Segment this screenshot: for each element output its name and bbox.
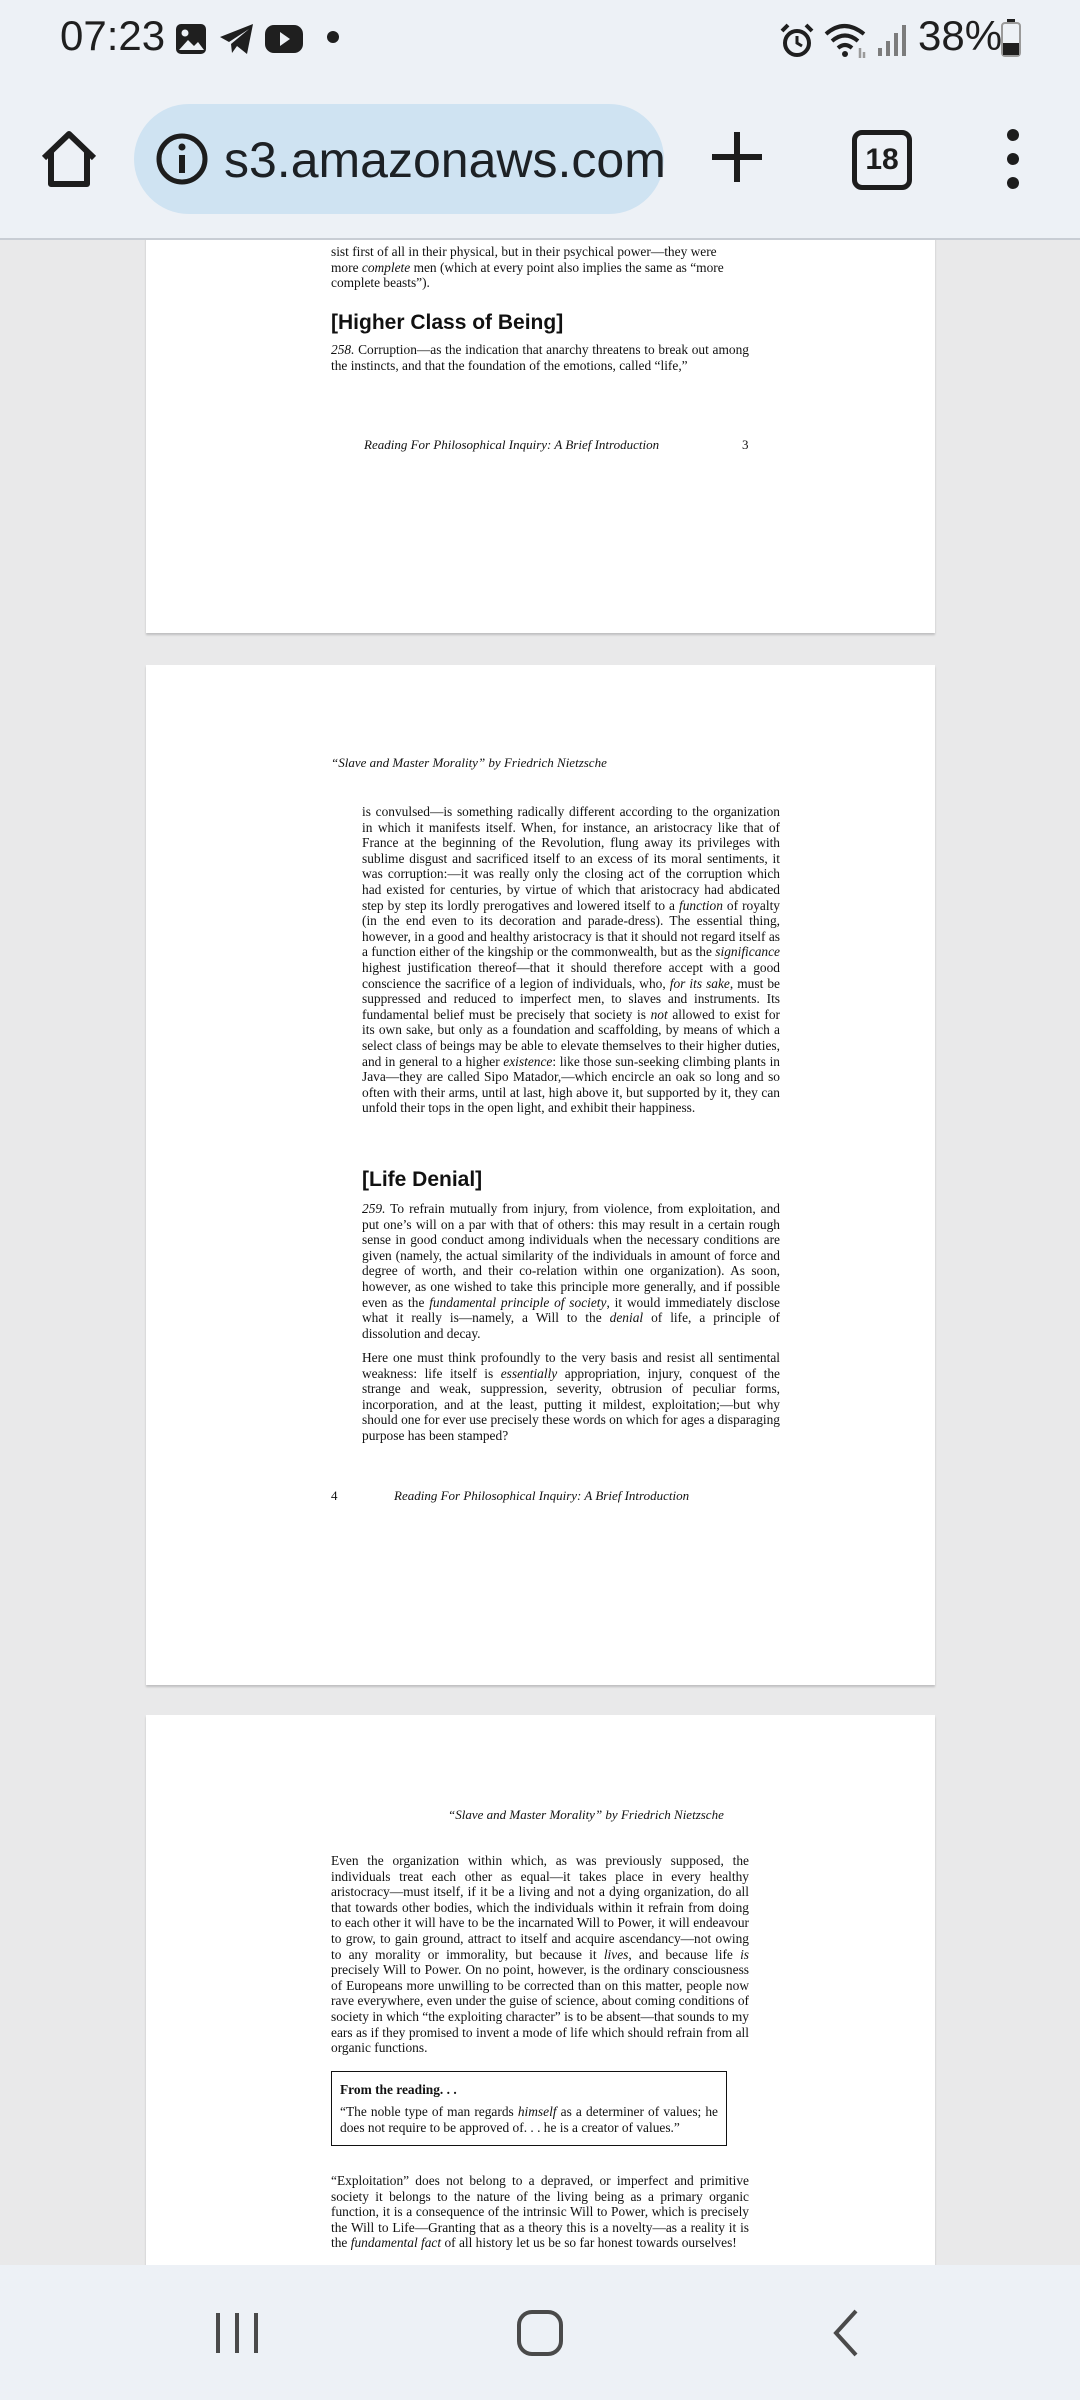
page-number: 3 — [742, 437, 749, 452]
section-heading: [Life Denial] — [362, 1168, 483, 1191]
paragraph: Here one must think profoundly to the very basis and resist all sentimental weakness: life itself is essentially appropriation, injury, conquest of the strange and weak, suppression, severity, obtrusion of peculiar forms, incorporation, and at the least, putting it mildest, exploitation;—but why should one for ever use precisely these words on which for ages a disparaging purpose has been stamped? — [362, 1350, 780, 1443]
browser-toolbar — [0, 76, 1080, 240]
battery-percent: 38% — [918, 12, 1003, 59]
recents-button[interactable] — [212, 2305, 262, 2361]
quote-box-title: From the reading. . . — [340, 2082, 457, 2097]
status-bar — [0, 0, 1080, 76]
system-nav-bar — [0, 2265, 1080, 2400]
telegram-icon — [218, 22, 256, 56]
pdf-page-5 — [146, 1715, 935, 2265]
info-icon[interactable] — [154, 131, 210, 187]
signal-icon — [876, 22, 910, 58]
pdf-page-4 — [146, 665, 935, 1685]
url-text[interactable]: s3.amazonaws.com — [224, 132, 666, 188]
wifi-icon — [824, 22, 868, 60]
paragraph: is convulsed—is something radically different according to the organization in which it manifests itself. When, for instance, an aristocracy like that of France at the beginning of the Revolution, flung away its privileges with sublime disgust and sacrificed itself to an excess of its moral sentiments, it was corruption:—it was really only the closing act of the corruption which had existed for centuries, by virtue of which that aristocracy had abdicated step by step its lordly prerogatives and lowered itself to a function of royalty (in the end even to its decoration and parade-dress). The essential thing, however, in a good and healthy aristocracy is that it should not regard itself as a function either of the kingship or the commonwealth, but as the significance highest justification thereof—that it should therefore accept with a good conscience the sacrifice of a legion of individuals, who, for its sake, must be suppressed and reduced to imperfect men, to slaves and instruments. Its fundamental belief must be precisely that society is not allowed to exist for its own sake, but only as a foundation and scaffolding, by means of which a select class of beings may be able to elevate themselves to their higher duties, and in general to a higher existence: like those sun-seeking climbing plants in Java—they are called Sipo Matador,—which encircle an oak so long and so often with their arms, until at last, high above it, but supported by it, they can unfold their tops in the open light, and exhibit their happiness. — [362, 804, 781, 1116]
tab-switcher-button[interactable] — [852, 130, 912, 190]
status-time: 07:23 — [60, 12, 166, 59]
page-header: “Slave and Master Morality” by Friedrich Nietzsche — [331, 755, 607, 770]
page-text — [331, 244, 749, 291]
gallery-icon — [174, 22, 208, 56]
page-header: “Slave and Master Morality” by Friedrich Nietzsche — [448, 1807, 724, 1822]
page-footer-title: Reading For Philosophical Inquiry: A Brief Introduction — [364, 437, 660, 452]
pdf-page-3 — [146, 240, 935, 633]
paragraph: Even the organization within which, as was previously supposed, the individuals treat each other as equal—it takes place in every healthy aristocracy—must itself, if it be a living and not a dying organization, do all that towards other bodies, which the individuals within it refrain from doing to each other it will have to be the incarnated Will to Power, it will endeavour to grow, to gain ground, attract to itself and acquire ascendancy—not owing to any morality or immorality, but because it lives, and because life is precisely Will to Power. On no point, however, is the ordinary consciousness of Europeans more unwilling to be corrected than on this matter, people now rave everywhere, even under the guise of science, about coming conditions of society in which “the exploiting character” is to be absent—that sounds to my ears as if they promised to invent a mode of life which should refrain from all organic functions. — [331, 1853, 750, 2056]
home-icon[interactable] — [36, 126, 102, 192]
text-line: sist first of all in their physical, but in their psychical power—they were — [331, 244, 717, 259]
text-line: more complete men (which at every point also implies the same as “more — [331, 259, 724, 275]
home-button[interactable] — [514, 2305, 566, 2361]
section-heading: [Higher Class of Being] — [331, 311, 564, 334]
text-line: complete beasts”). — [331, 275, 430, 291]
paragraph: “Exploitation” does not belong to a depraved, or imperfect and primitive society it belongs to the nature of the living being as a primary organic function, it is a consequence of the intrinsic Will to Power, which is precisely the Will to Life—Granting that as a theory this is a novelty—as a reality it is the fundamental fact of all history let us be so far honest towards ourselves! — [331, 2173, 749, 2251]
battery-icon — [1000, 18, 1022, 58]
paragraph: 259. To refrain mutually from injury, from violence, from exploitation, and put one’s will on a par with that of others: this may result in a certain rough sense in good conduct among individuals when the necessary conditions are given (namely, the actual similarity of the individuals in amount of force and degree of worth, and their co-relation within one organization). As soon, however, as one wished to take this principle more generally, and if possible even as the fundamental principle of society, it would immediately disclose what it really is—namely, a Will to the denial of life, a principle of dissolution and decay. — [362, 1201, 780, 1341]
quote-text: “The noble type of man regards himself as a determiner of values; he does not require to be approved of. . . he is a creator of values.” — [340, 2104, 718, 2135]
back-button[interactable] — [826, 2305, 866, 2361]
quote-box — [331, 2071, 727, 2146]
new-tab-icon[interactable] — [706, 126, 768, 188]
alarm-icon — [778, 22, 816, 60]
tab-count: 18 — [865, 143, 899, 176]
page-footer-title: Reading For Philosophical Inquiry: A Brief Introduction — [394, 1488, 690, 1503]
youtube-icon — [264, 22, 304, 56]
address-bar[interactable] — [134, 104, 664, 214]
pdf-viewer[interactable] — [0, 240, 1080, 2265]
paragraph: 258. Corruption—as the indication that anarchy threatens to break out among the instincts, and that the foundation of the emotions, called “life,” — [331, 342, 749, 373]
more-options-icon[interactable] — [995, 126, 1031, 192]
page-number: 4 — [331, 1488, 338, 1503]
dot-icon — [326, 30, 340, 44]
